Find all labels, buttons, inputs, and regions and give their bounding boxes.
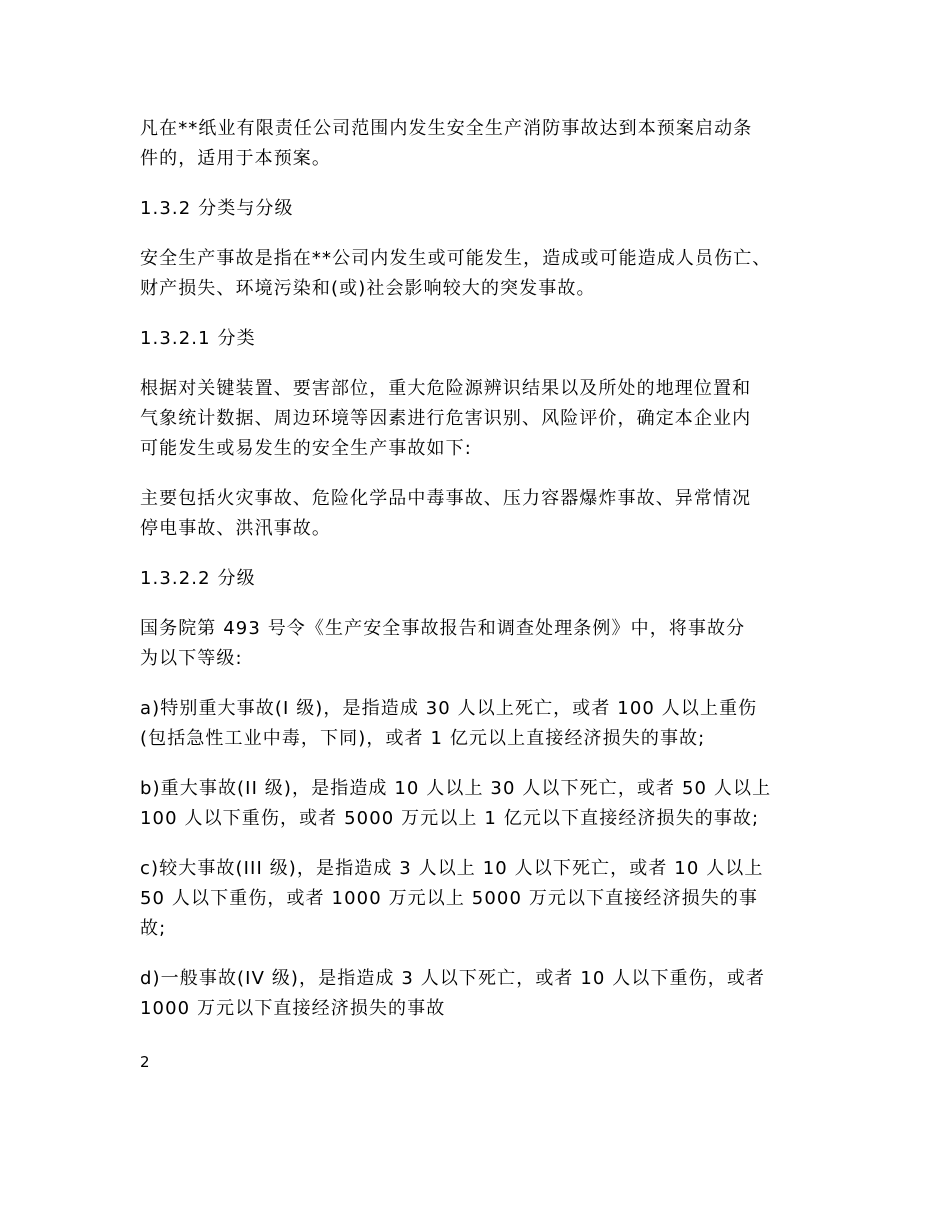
text-line: 财产损失、环境污染和(或)社会影响较大的突发事故。 xyxy=(140,278,596,299)
text-line: 100 人以下重伤，或者 5000 万元以上 1 亿元以下直接经济损失的事故; xyxy=(140,808,760,829)
heading-text: 1.3.2.2 分级 xyxy=(140,568,256,589)
paragraph-classification-basis xyxy=(140,374,820,464)
paragraph-grade-b xyxy=(140,774,820,834)
section-heading-1-3-2 xyxy=(140,194,820,224)
text-line: (包括急性工业中毒，下同)，或者 1 亿元以上直接经济损失的事故; xyxy=(140,728,706,749)
paragraph-grade-c xyxy=(140,854,820,944)
text-line: 根据对关键装置、要害部位，重大危险源辨识结果以及所处的地理位置和 xyxy=(140,378,752,399)
text-line: 安全生产事故是指在**公司内发生或可能发生，造成或可能造成人员伤亡、 xyxy=(140,248,772,269)
paragraph-scope xyxy=(140,114,820,174)
text-line: a)特别重大事故(I 级)，是指造成 30 人以上死亡，或者 100 人以上重伤 xyxy=(140,698,758,719)
text-line: 国务院第 493 号令《生产安全事故报告和调查处理条例》中，将事故分 xyxy=(140,618,746,639)
heading-text: 1.3.2 分类与分级 xyxy=(140,198,294,219)
text-line: 主要包括火灾事故、危险化学品中毒事故、压力容器爆炸事故、异常情况 xyxy=(140,488,752,509)
paragraph-accident-types xyxy=(140,484,820,544)
text-line: 故; xyxy=(140,918,167,939)
section-heading-1-3-2-1 xyxy=(140,324,820,354)
document-body xyxy=(140,114,820,1044)
paragraph-grade-d xyxy=(140,964,820,1024)
text-line: 气象统计数据、周边环境等因素进行危害识别、风险评价，确定本企业内 xyxy=(140,408,752,429)
text-line: c)较大事故(III 级)，是指造成 3 人以上 10 人以下死亡，或者 10 人以上 xyxy=(140,858,764,879)
heading-text: 1.3.2.1 分类 xyxy=(140,328,256,349)
text-line: 凡在**纸业有限责任公司范围内发生安全生产消防事故达到本预案启动条 xyxy=(140,118,753,139)
text-line: d)一般事故(IV 级)，是指造成 3 人以下死亡，或者 10 人以下重伤，或者 xyxy=(140,968,766,989)
page-number: 2 xyxy=(140,1053,150,1071)
paragraph-definition xyxy=(140,244,820,304)
text-line: 停电事故、洪汛事故。 xyxy=(140,518,331,539)
text-line: 可能发生或易发生的安全生产事故如下: xyxy=(140,438,472,459)
text-line: 件的，适用于本预案。 xyxy=(140,148,331,169)
text-line: 1000 万元以下直接经济损失的事故 xyxy=(140,998,446,1019)
text-line: b)重大事故(II 级)，是指造成 10 人以上 30 人以下死亡，或者 50 人以上 xyxy=(140,778,772,799)
section-heading-1-3-2-2 xyxy=(140,564,820,594)
text-line: 50 人以下重伤，或者 1000 万元以上 5000 万元以下直接经济损失的事 xyxy=(140,888,759,909)
text-line: 为以下等级: xyxy=(140,648,243,669)
paragraph-grading-intro xyxy=(140,614,820,674)
paragraph-grade-a xyxy=(140,694,820,754)
